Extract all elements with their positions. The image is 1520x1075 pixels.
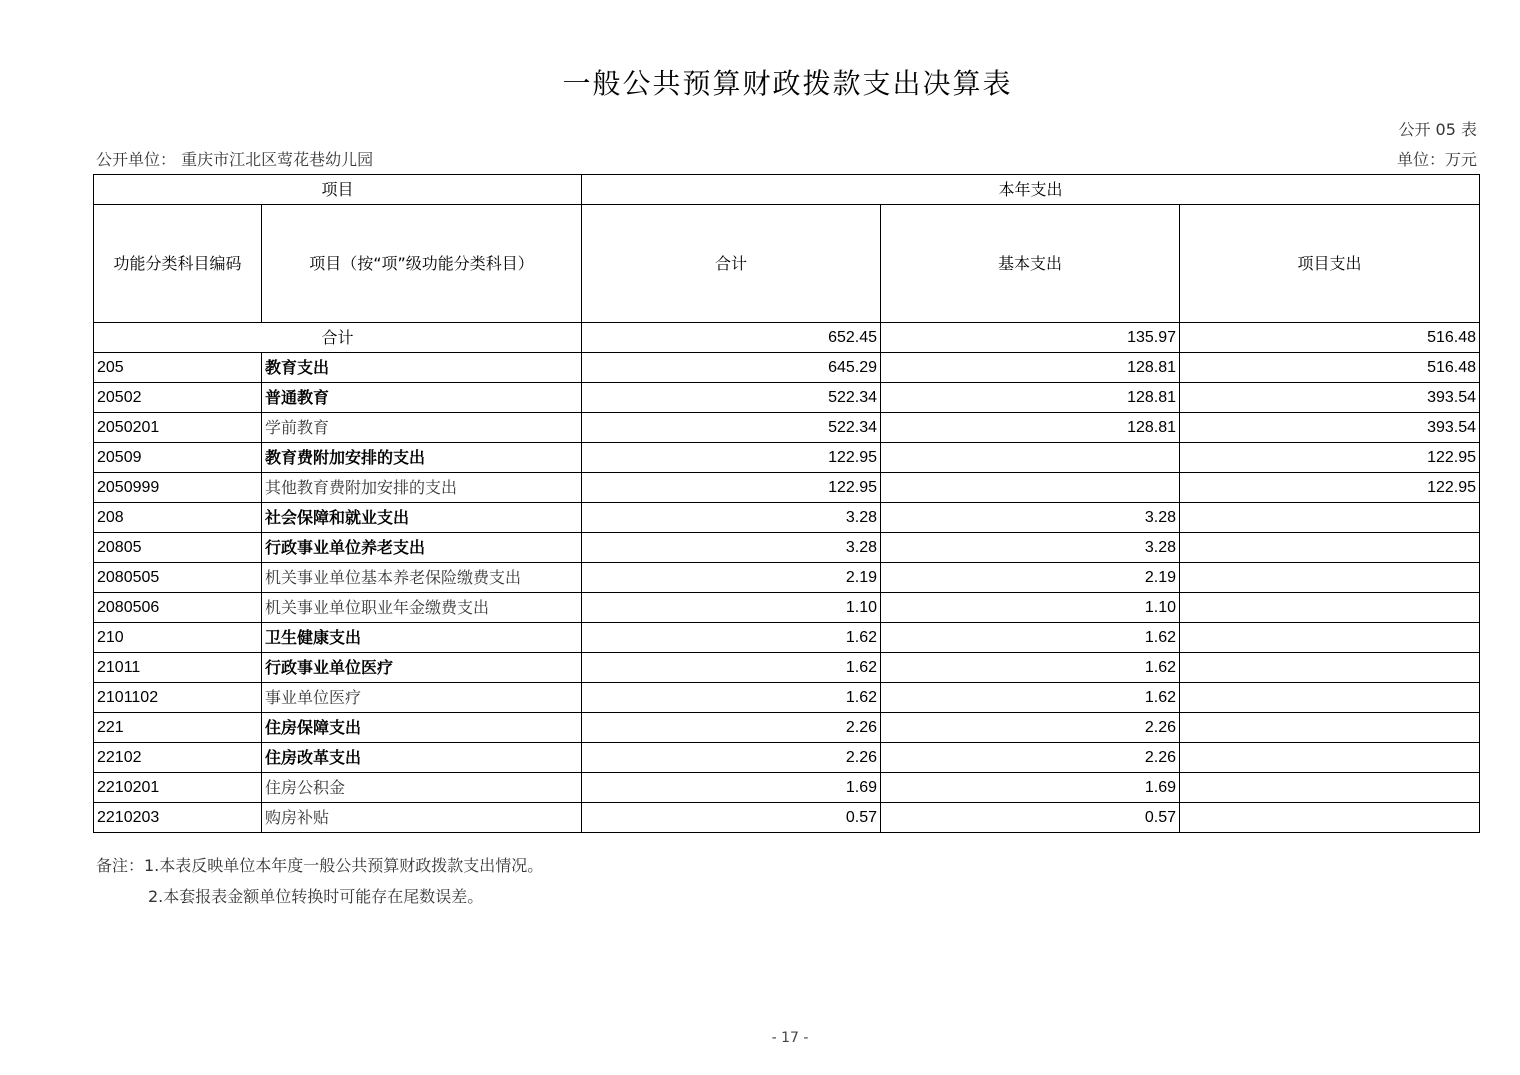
row-total: 2.19 — [582, 563, 881, 593]
page-number: - 17 - — [771, 1030, 809, 1046]
row-total: 1.62 — [582, 683, 881, 713]
expenditure-table — [93, 174, 1480, 833]
row-basic — [881, 473, 1180, 503]
total-basic: 135.97 — [881, 323, 1180, 353]
row-code: 21011 — [94, 653, 262, 683]
table-row — [94, 473, 1480, 503]
row-name: 购房补贴 — [262, 803, 582, 833]
row-project — [1180, 533, 1480, 563]
row-total: 645.29 — [582, 353, 881, 383]
row-name: 行政事业单位医疗 — [262, 653, 582, 683]
header-items: 项目 — [94, 175, 582, 205]
table-row — [94, 713, 1480, 743]
table-row — [94, 383, 1480, 413]
row-total: 1.62 — [582, 653, 881, 683]
table-row — [94, 563, 1480, 593]
row-project: 122.95 — [1180, 473, 1480, 503]
row-project — [1180, 713, 1480, 743]
row-code: 2050999 — [94, 473, 262, 503]
row-total: 3.28 — [582, 533, 881, 563]
table-row — [94, 773, 1480, 803]
row-project — [1180, 743, 1480, 773]
row-name: 社会保障和就业支出 — [262, 503, 582, 533]
total-total: 652.45 — [582, 323, 881, 353]
row-project — [1180, 653, 1480, 683]
row-project — [1180, 503, 1480, 533]
row-total: 0.57 — [582, 803, 881, 833]
row-total: 522.34 — [582, 413, 881, 443]
table-row — [94, 443, 1480, 473]
row-basic: 0.57 — [881, 803, 1180, 833]
row-code: 2080506 — [94, 593, 262, 623]
header-basic: 基本支出 — [881, 205, 1180, 323]
row-name: 事业单位医疗 — [262, 683, 582, 713]
unit-info-row — [96, 147, 1477, 169]
row-name: 行政事业单位养老支出 — [262, 533, 582, 563]
row-name: 机关事业单位职业年金缴费支出 — [262, 593, 582, 623]
row-basic: 1.10 — [881, 593, 1180, 623]
row-basic: 128.81 — [881, 413, 1180, 443]
row-basic: 1.62 — [881, 653, 1180, 683]
row-code: 221 — [94, 713, 262, 743]
row-project: 393.54 — [1180, 413, 1480, 443]
table-row — [94, 623, 1480, 653]
row-name: 住房公积金 — [262, 773, 582, 803]
row-code: 208 — [94, 503, 262, 533]
total-project: 516.48 — [1180, 323, 1480, 353]
row-name: 普通教育 — [262, 383, 582, 413]
row-project — [1180, 563, 1480, 593]
table-row — [94, 803, 1480, 833]
row-project — [1180, 623, 1480, 653]
row-code: 2080505 — [94, 563, 262, 593]
row-project — [1180, 803, 1480, 833]
row-name: 学前教育 — [262, 413, 582, 443]
row-total: 122.95 — [582, 443, 881, 473]
total-row — [94, 323, 1480, 353]
row-total: 1.69 — [582, 773, 881, 803]
header-row-2 — [94, 205, 1480, 323]
row-project — [1180, 773, 1480, 803]
row-project: 122.95 — [1180, 443, 1480, 473]
row-basic: 2.26 — [881, 713, 1180, 743]
row-code: 2050201 — [94, 413, 262, 443]
row-basic: 1.69 — [881, 773, 1180, 803]
row-basic: 3.28 — [881, 533, 1180, 563]
row-total: 1.10 — [582, 593, 881, 623]
header-project: 项目支出 — [1180, 205, 1480, 323]
table-row — [94, 353, 1480, 383]
row-basic: 3.28 — [881, 503, 1180, 533]
row-name: 教育支出 — [262, 353, 582, 383]
row-code: 2210203 — [94, 803, 262, 833]
row-name: 卫生健康支出 — [262, 623, 582, 653]
row-code: 2210201 — [94, 773, 262, 803]
row-name: 机关事业单位基本养老保险缴费支出 — [262, 563, 582, 593]
table-row — [94, 503, 1480, 533]
row-name: 住房保障支出 — [262, 713, 582, 743]
row-basic — [881, 443, 1180, 473]
row-code: 20509 — [94, 443, 262, 473]
header-code: 功能分类科目编码 — [94, 205, 262, 323]
row-basic: 1.62 — [881, 623, 1180, 653]
row-total: 522.34 — [582, 383, 881, 413]
row-name: 住房改革支出 — [262, 743, 582, 773]
row-project: 516.48 — [1180, 353, 1480, 383]
row-basic: 2.26 — [881, 743, 1180, 773]
table-row — [94, 413, 1480, 443]
note-1: 备注：1.本表反映单位本年度一般公共预算财政拨款支出情况。 — [96, 856, 544, 875]
row-code: 22102 — [94, 743, 262, 773]
table-row — [94, 533, 1480, 563]
row-total: 2.26 — [582, 713, 881, 743]
note-2: 2.本套报表金额单位转换时可能存在尾数误差。 — [148, 887, 484, 906]
header-item-name: 项目（按“项”级功能分类科目） — [262, 205, 582, 323]
row-basic: 128.81 — [881, 383, 1180, 413]
table-row — [94, 683, 1480, 713]
row-project — [1180, 683, 1480, 713]
row-code: 2101102 — [94, 683, 262, 713]
row-code: 20805 — [94, 533, 262, 563]
row-name: 其他教育费附加安排的支出 — [262, 473, 582, 503]
form-number: 公开 05 表 — [1398, 120, 1477, 139]
row-total: 122.95 — [582, 473, 881, 503]
row-code: 205 — [94, 353, 262, 383]
row-project: 393.54 — [1180, 383, 1480, 413]
row-basic: 2.19 — [881, 563, 1180, 593]
page-title: 一般公共预算财政拨款支出决算表 — [562, 67, 1013, 100]
table-row — [94, 653, 1480, 683]
table-row — [94, 593, 1480, 623]
header-total: 合计 — [582, 205, 881, 323]
row-total: 2.26 — [582, 743, 881, 773]
currency-unit: 单位：万元 — [1396, 150, 1477, 169]
table-row — [94, 743, 1480, 773]
total-label: 合计 — [94, 323, 582, 353]
row-basic: 128.81 — [881, 353, 1180, 383]
row-name: 教育费附加安排的支出 — [262, 443, 582, 473]
row-basic: 1.62 — [881, 683, 1180, 713]
notes — [96, 850, 543, 912]
row-total: 3.28 — [582, 503, 881, 533]
row-code: 210 — [94, 623, 262, 653]
header-row-1 — [94, 175, 1480, 205]
reporting-unit: 公开单位： 重庆市江北区莺花巷幼儿园 — [96, 150, 374, 169]
header-current-year: 本年支出 — [582, 175, 1480, 205]
row-total: 1.62 — [582, 623, 881, 653]
row-project — [1180, 593, 1480, 623]
row-code: 20502 — [94, 383, 262, 413]
